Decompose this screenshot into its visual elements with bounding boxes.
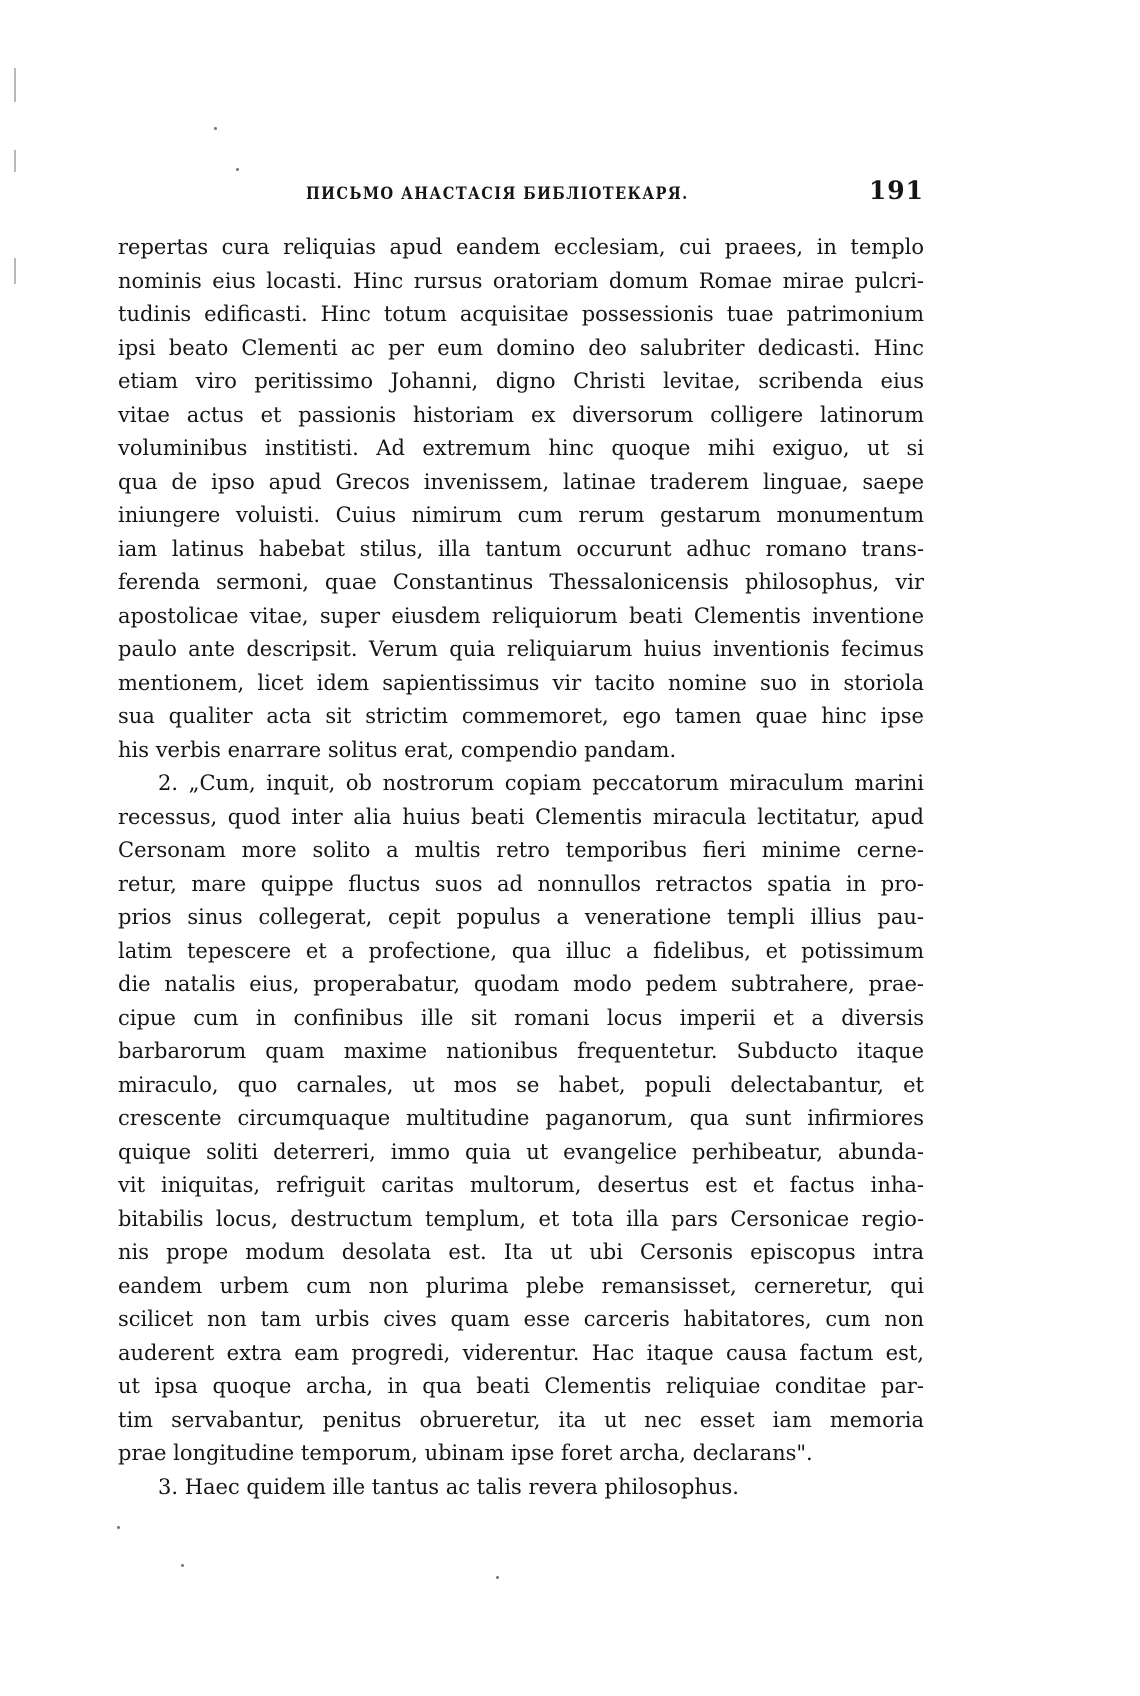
text-line: cipue cum in confinibus ille sit romani locus imperii et a diversis: [118, 1005, 924, 1030]
text-line: miraculo, quo carnales, ut mos se habet, populi delectabantur, et: [118, 1072, 924, 1097]
text-line: recessus, quod inter alia huius beati Clementis miracula lectitatur, apud: [118, 804, 924, 829]
text-line: voluminibus institisti. Ad extremum hinc quoque mihi exiguo, ut si: [118, 436, 924, 460]
body-text: [118, 231, 924, 1504]
text-line: crescente circumquaque multitudine paganorum, qua sunt infirmiores: [118, 1106, 924, 1130]
scan-speck: [117, 1526, 120, 1529]
scan-speck: [236, 168, 239, 171]
running-title: ПИСЬМО АНАСТАСІЯ БИБЛІОТЕКАРЯ.: [306, 184, 689, 204]
text-line: vit iniquitas, refriguit caritas multorum, desertus est et factus inha-: [118, 1173, 924, 1197]
text-line: ut ipsa quoque archa, in qua beati Clementis reliquiae conditae par-: [118, 1374, 924, 1398]
text-line: qua de ipso apud Grecos invenissem, latinae traderem linguae, saepe: [118, 469, 924, 494]
text-line: latim tepescere et a profectione, qua illuc a fidelibus, et potissimum: [118, 938, 924, 963]
scan-speck: [496, 1576, 499, 1579]
text-line: tudinis edificasti. Hinc totum acquisitae possessionis tuae patrimonium: [118, 302, 924, 326]
text-line: Cersonam more solito a multis retro temporibus fieri minime cerne-: [118, 838, 924, 862]
text-line: scilicet non tam urbis cives quam esse carceris habitatores, cum non: [118, 1307, 924, 1331]
text-line: auderent extra eam progredi, viderentur. Hac itaque causa factum est,: [118, 1340, 924, 1365]
text-line: eandem urbem cum non plurima plebe remansisset, cerneretur, qui: [118, 1273, 924, 1298]
text-line: iam latinus habebat stilus, illa tantum occurunt adhuc romano trans-: [118, 536, 924, 561]
scan-edge-mark: [14, 150, 16, 172]
page-number: 191: [868, 176, 924, 205]
text-line: retur, mare quippe fluctus suos ad nonnullos retractos spatia in pro-: [118, 871, 924, 896]
text-line: tim servabantur, penitus obrueretur, ita ut nec esset iam memoria: [118, 1407, 924, 1432]
text-line: quique soliti deterreri, immo quia ut evangelice perhibeatur, abunda-: [118, 1139, 924, 1164]
scan-edge-mark: [14, 68, 16, 102]
text-line: etiam viro peritissimo Johanni, digno Christi levitae, scribenda eius: [118, 369, 924, 393]
text-line: apostolicae vitae, super eiusdem reliquiorum beati Clementis inventione: [118, 603, 924, 628]
text-line: bitabilis locus, destructum templum, et tota illa pars Cersonicae regio-: [118, 1206, 924, 1231]
text-line: die natalis eius, properabatur, quodam modo pedem subtrahere, prae-: [118, 972, 924, 996]
text-line: nominis eius locasti. Hinc rursus oratoriam domum Romae mirae pulcri-: [118, 268, 924, 293]
text-line: nis prope modum desolata est. Ita ut ubi Cersonis episcopus intra: [118, 1240, 924, 1264]
text-line: sua qualiter acta sit strictim commemoret, ego tamen quae hinc ipse: [118, 704, 924, 728]
scan-speck: [181, 1564, 184, 1567]
text-line-paragraph-end: his verbis enarrare solitus erat, compendio pandam.: [118, 737, 677, 762]
text-line: ferenda sermoni, quae Constantinus Thessalonicensis philosophus, vir: [118, 570, 924, 594]
text-line: barbarorum quam maxime nationibus frequentetur. Subducto itaque: [118, 1039, 924, 1063]
scan-edge-mark: [14, 258, 16, 284]
paragraph-3-first-line: 3. Haec quidem ille tantus ac talis revera philosophus.: [158, 1474, 739, 1499]
scan-speck: [214, 127, 217, 130]
text-line: prios sinus collegerat, cepit populus a veneratione templi illius pau-: [118, 905, 924, 929]
text-line-paragraph-end: prae longitudine temporum, ubinam ipse foret archa, declarans".: [118, 1441, 813, 1465]
text-line: repertas cura reliquias apud eandem ecclesiam, cui praees, in templo: [118, 235, 924, 259]
page-header: [118, 176, 924, 212]
text-line: vitae actus et passionis historiam ex diversorum colligere latinorum: [118, 402, 924, 427]
text-line: ipsi beato Clementi ac per eum domino deo salubriter dedicasti. Hinc: [118, 335, 924, 360]
text-line: paulo ante descripsit. Verum quia reliquiarum huius inventionis fecimus: [118, 637, 924, 661]
text-line: iniungere voluisti. Cuius nimirum cum rerum gestarum monumentum: [118, 503, 924, 527]
text-line: mentionem, licet idem sapientissimus vir tacito nomine suo in storiola: [118, 670, 924, 695]
paragraph-2-first-line: 2. „Cum, inquit, ob nostrorum copiam peccatorum miraculum marini: [158, 771, 924, 795]
